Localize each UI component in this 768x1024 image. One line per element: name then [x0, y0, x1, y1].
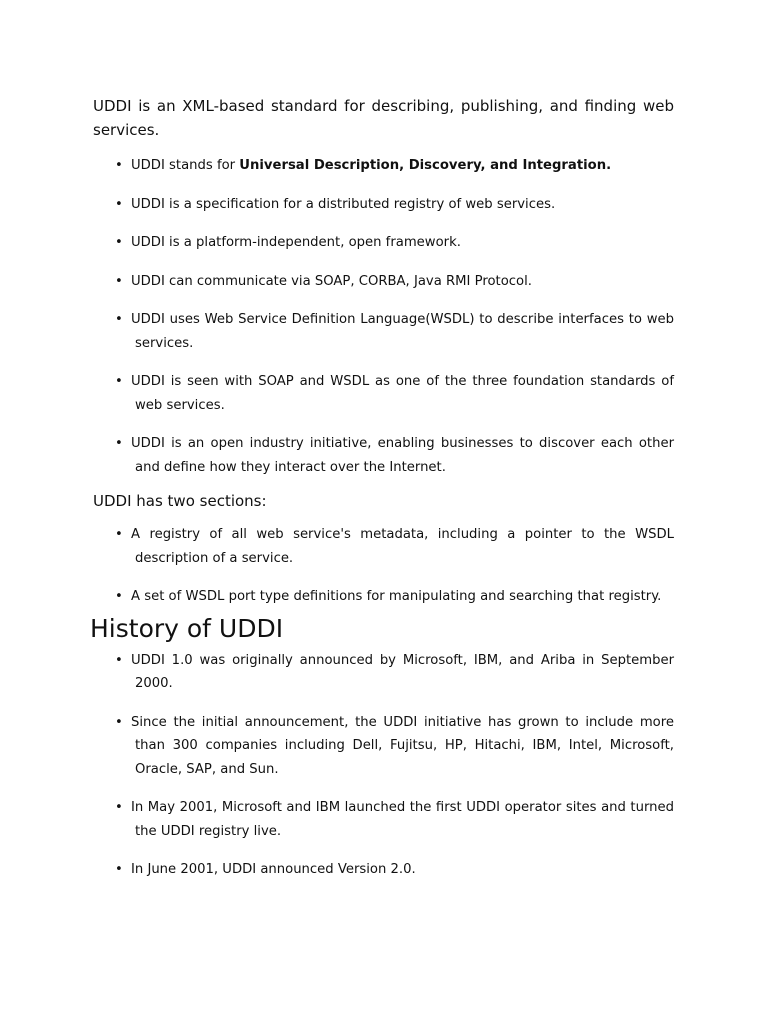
bullet-icon: • — [115, 196, 123, 212]
sections-list — [93, 523, 674, 609]
list-item — [93, 858, 674, 882]
list-item-text: A set of WSDL port type definitions for manipulating and searching that registry. — [131, 589, 662, 604]
list-item — [93, 370, 674, 417]
bullet-icon: • — [115, 800, 123, 815]
list-item-text: UDDI is seen with SOAP and WSDL as one of the three foundation standards of web services. — [131, 374, 674, 413]
bullet-icon: • — [115, 235, 123, 250]
list-item-text: UDDI 1.0 was originally announced by Microsoft, IBM, and Ariba in September 2000. — [131, 652, 674, 691]
list-item-text: UDDI stands for — [131, 158, 240, 173]
list-item — [93, 270, 674, 294]
bullet-icon: • — [115, 652, 123, 668]
bullet-icon: • — [115, 312, 123, 327]
list-item-text: Since the initial announcement, the UDDI initiative has grown to include more than 300 companies including Dell, Fujitsu, HP, Hitachi, IBM, Intel, Microsoft, Oracle, SAP, and Sun. — [131, 714, 674, 777]
list-item — [93, 193, 674, 217]
list-item-bold-text: Universal Description, Discovery, and Integration. — [239, 158, 612, 173]
list-item — [93, 308, 674, 355]
list-item-text: UDDI is a platform-independent, open framework. — [131, 235, 461, 250]
bullet-icon: • — [115, 158, 123, 173]
bullet-icon: • — [115, 374, 123, 389]
bullet-icon: • — [115, 273, 123, 289]
bullet-icon: • — [115, 714, 123, 730]
list-item — [93, 711, 674, 782]
bullet-icon: • — [115, 436, 123, 451]
bullet-icon: • — [115, 589, 123, 604]
list-item-text: In June 2001, UDDI announced Version 2.0. — [131, 862, 416, 877]
list-item — [93, 523, 674, 570]
bullet-icon: • — [115, 862, 123, 877]
sections-lead-paragraph: UDDI has two sections: — [93, 492, 267, 510]
intro-paragraph: UDDI is an XML-based standard for describing, publishing, and finding web services. — [93, 97, 674, 139]
history-heading: History of UDDI — [90, 613, 284, 643]
list-item — [93, 585, 674, 609]
list-item — [93, 796, 674, 843]
document-body — [90, 94, 674, 882]
list-item-text: UDDI is a specification for a distributed registry of web services. — [131, 196, 556, 212]
list-item — [93, 231, 674, 255]
list-item — [93, 649, 674, 696]
list-item-text: UDDI uses Web Service Definition Language(WSDL) to describe interfaces to web services. — [131, 312, 674, 351]
overview-list — [93, 154, 674, 479]
list-item-text: UDDI is an open industry initiative, enabling businesses to discover each other and define how they interact over the Internet. — [131, 436, 674, 475]
history-list — [93, 649, 674, 882]
list-item-text: UDDI can communicate via SOAP, CORBA, Java RMI Protocol. — [131, 273, 532, 289]
bullet-icon: • — [115, 527, 123, 542]
list-item — [93, 432, 674, 479]
list-item — [93, 154, 674, 178]
list-item-text: In May 2001, Microsoft and IBM launched the first UDDI operator sites and turned the UDDI registry live. — [131, 800, 674, 839]
list-item-text: A registry of all web service's metadata, including a pointer to the WSDL description of a service. — [131, 527, 674, 566]
